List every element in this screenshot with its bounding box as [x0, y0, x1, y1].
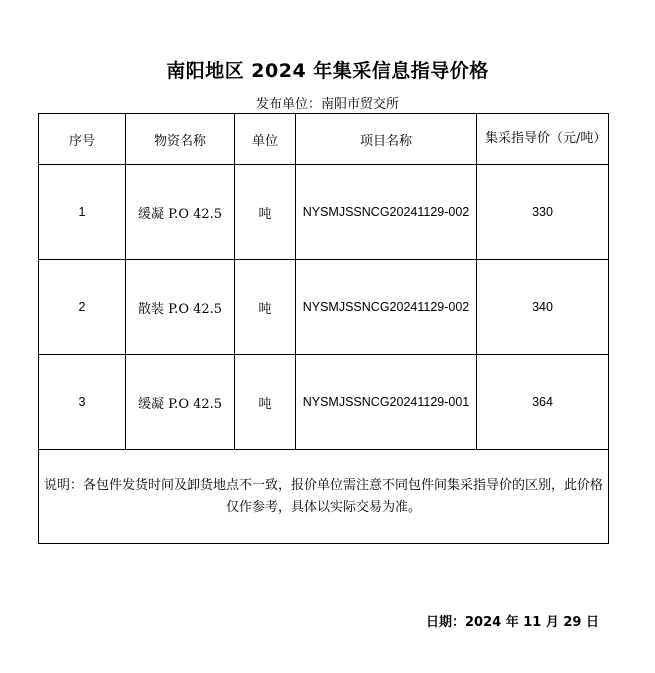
page-title: 南阳地区 2024 年集采信息指导价格: [166, 60, 489, 82]
row-unit: 吨: [235, 165, 296, 260]
row-no: 3: [39, 355, 126, 450]
table-row: [39, 355, 609, 450]
row-no: 1: [39, 165, 126, 260]
table-header-row: [39, 114, 609, 165]
column-header-unit: 单位: [235, 114, 296, 165]
price-table: [38, 113, 609, 544]
column-header-price: 集采指导价（元/吨）: [477, 114, 609, 165]
publisher-line: 发布单位：南阳市贸交所: [255, 97, 399, 112]
table-row: [39, 165, 609, 260]
row-material: 缓凝 P.O 42.5: [126, 355, 235, 450]
table-note: 说明：各包件发货时间及卸货地点不一致，报价单位需注意不同包件间集采指导价的区别，此价格仅作参考，具体以实际交易为准。: [39, 450, 609, 544]
row-project: NYSMJSSNCG20241129-002: [296, 165, 477, 260]
publish-date: 日期：2024 年 11 月 29 日: [426, 615, 599, 630]
row-unit: 吨: [235, 260, 296, 355]
row-material: 散装 P.O 42.5: [126, 260, 235, 355]
column-header-project: 项目名称: [296, 114, 477, 165]
table-note-row: [39, 450, 609, 544]
table-row: [39, 260, 609, 355]
row-price: 340: [477, 260, 609, 355]
row-unit: 吨: [235, 355, 296, 450]
column-header-material: 物资名称: [126, 114, 235, 165]
column-header-no: 序号: [39, 114, 126, 165]
row-no: 2: [39, 260, 126, 355]
row-material: 缓凝 P.O 42.5: [126, 165, 235, 260]
row-price: 364: [477, 355, 609, 450]
row-project: NYSMJSSNCG20241129-002: [296, 260, 477, 355]
row-project: NYSMJSSNCG20241129-001: [296, 355, 477, 450]
row-price: 330: [477, 165, 609, 260]
